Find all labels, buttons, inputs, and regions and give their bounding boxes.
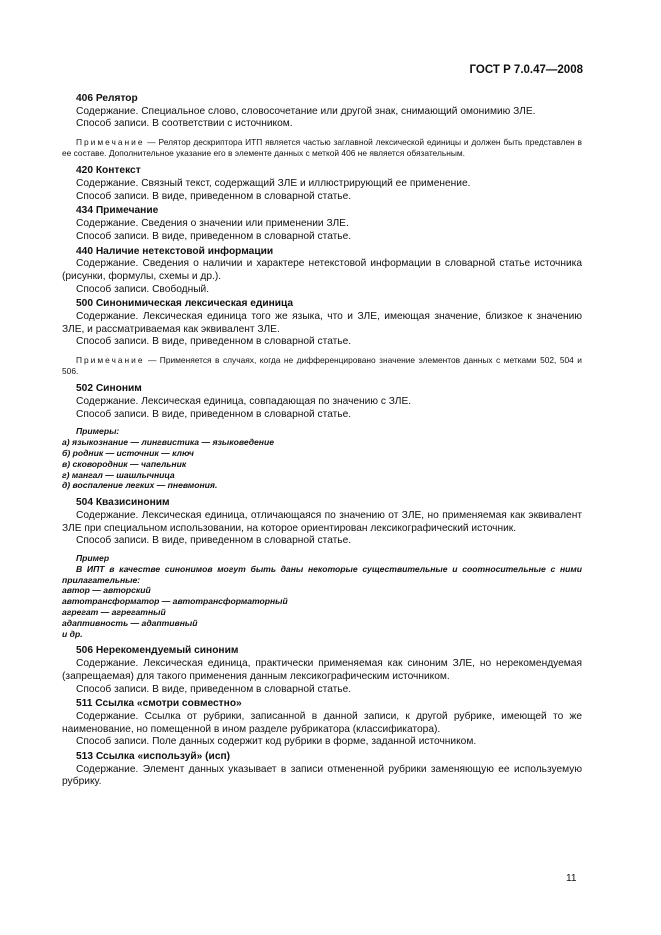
section-502-method: Способ записи. В виде, приведенном в словарной статье. xyxy=(76,408,352,420)
note-label: Примечание xyxy=(76,355,145,366)
section-500-method: Способ записи. В виде, приведенном в словарной статье. xyxy=(76,336,352,348)
example-intro: В ИПТ в качестве синонимов могут быть даны некоторые существительные и соотносительные с ними прилагательные: xyxy=(62,563,582,585)
section-434-title: 434 Примечание xyxy=(76,205,159,217)
example-item: в) сковородник — чапельник xyxy=(62,458,187,469)
example-item: и др. xyxy=(62,628,83,639)
page-content xyxy=(62,91,582,789)
section-506-method: Способ записи. В виде, приведенном в словарной статье. xyxy=(76,683,352,695)
section-440-content: Содержание. Сведения о наличии и характере нетекстовой информации в словарной статье источника (рисунки, формулы, схемы и др.). xyxy=(62,258,582,282)
standard-header: ГОСТ Р 7.0.47—2008 xyxy=(469,64,583,76)
note-text: — Релятор дескриптора ИТП является частью заглавной лексической единицы и должен быть представлен в ее составе. Дополнительное указание его в элементе данных с меткой 406 не является обязательным. xyxy=(62,137,582,158)
section-511-content: Содержание. Ссылка от рубрики, записанной в данной записи, к другой рубрике, имеющей то же наименование, но помещенной в ином разделе рубрикатора (классификатора). xyxy=(62,710,582,735)
section-513-title: 513 Ссылка «используй» (исп) xyxy=(76,751,231,763)
example-item: а) языкознание — лингвистика — языковедение xyxy=(62,437,275,448)
example-item: автотрансформатор — автотрансформаторный xyxy=(62,596,288,607)
section-506-content: Содержание. Лексическая единица, практически применяемая как синоним ЗЛЕ, но нерекомендуемая (запрещаемая) для такого применения данным лексикографическим источником. xyxy=(62,658,582,682)
note-label: Примечание xyxy=(76,137,145,148)
example-item: автор — авторский xyxy=(62,585,151,596)
example-item: агрегат — агрегатный xyxy=(62,607,166,618)
section-406-method: Способ записи. В соответствии с источником. xyxy=(76,118,293,130)
section-502-examples xyxy=(62,426,582,491)
section-504-example xyxy=(62,553,582,639)
section-511-method: Способ записи. Поле данных содержит код рубрики в форме, заданной источником. xyxy=(76,736,477,748)
section-506-title: 506 Нерекомендуемый синоним xyxy=(76,645,239,657)
section-434-content: Содержание. Сведения о значении или применении ЗЛЕ. xyxy=(76,218,349,230)
section-502-content: Содержание. Лексическая единица, совпадающая по значению с ЗЛЕ. xyxy=(76,396,412,408)
example-label: Пример xyxy=(76,553,110,564)
section-440-method: Способ записи. Свободный. xyxy=(76,283,210,295)
section-500-title: 500 Синонимическая лексическая единица xyxy=(76,298,294,310)
section-406-title: 406 Релятор xyxy=(76,93,138,104)
section-504-content: Содержание. Лексическая единица, отличающаяся по значению от ЗЛЕ, но применяемая как эквивалент ЗЛЕ при специальном использовании, на которое ориентирован лексикографический источник. xyxy=(62,509,582,534)
section-504-title: 504 Квазисиноним xyxy=(76,497,170,509)
section-420-content: Содержание. Связный текст, содержащий ЗЛЕ и иллюстрирующий ее применение. xyxy=(76,178,471,189)
section-420-title: 420 Контекст xyxy=(76,165,141,177)
example-item: д) воспаление легких — пневмония. xyxy=(62,480,218,491)
page-number: 11 xyxy=(566,873,577,884)
section-500-content: Содержание. Лексическая единица того же языка, что и ЗЛЕ, имеющая значение, близкое к значению ЗЛЕ, и рассматриваемая как эквивалент ЗЛЕ. xyxy=(62,311,582,335)
section-513-content: Содержание. Элемент данных указывает в записи отмененной рубрики заменяющую ее используемую рубрику. xyxy=(62,763,582,788)
section-440-title: 440 Наличие нетекстовой информации xyxy=(76,245,274,257)
section-511-title: 511 Ссылка «смотри совместно» xyxy=(76,698,242,710)
section-434-method: Способ записи. В виде, приведенном в словарной статье. xyxy=(76,230,352,242)
section-500-note xyxy=(62,355,582,376)
example-item: г) мангал — шашлычница xyxy=(62,469,175,480)
section-420-method: Способ записи. В виде, приведенном в словарной статье. xyxy=(76,190,352,202)
examples-label: Примеры: xyxy=(76,426,120,437)
section-504-method: Способ записи. В виде, приведенном в словарной статье. xyxy=(76,535,352,547)
example-item: б) родник — источник — ключ xyxy=(62,448,194,459)
section-406-note xyxy=(62,137,582,158)
section-502-title: 502 Синоним xyxy=(76,383,142,395)
note-text: — Применяется в случаях, когда не дифференцировано значение элементов данных с метками 502, 504 и 506. xyxy=(62,355,582,376)
example-item: адаптивность — адаптивный xyxy=(62,617,198,628)
section-406-content: Содержание. Специальное слово, словосочетание или другой знак, снимающий омонимию ЗЛЕ. xyxy=(76,105,536,117)
